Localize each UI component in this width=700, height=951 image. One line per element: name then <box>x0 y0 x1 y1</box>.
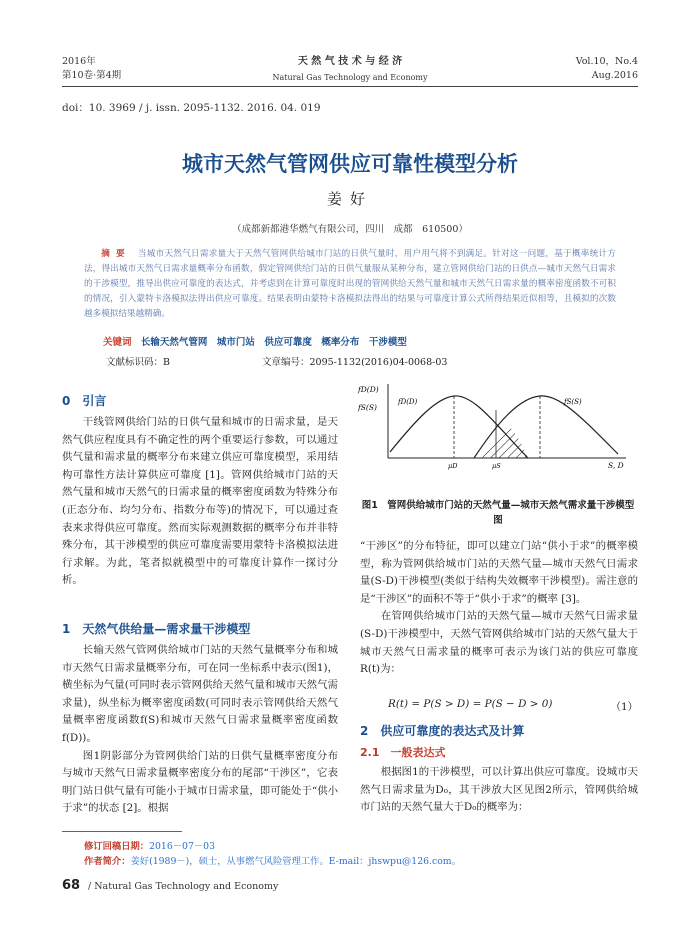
header-year: 2016年 <box>62 56 96 67</box>
revision-date: 2016－07－03 <box>149 841 216 852</box>
curve-supply-label: fS(S) <box>564 398 582 406</box>
footer-journal: / Natural Gas Technology and Economy <box>88 881 279 892</box>
revision-label: 修订回稿日期： <box>84 841 150 852</box>
header-vol-no: Vol.10，No.4 <box>575 56 638 67</box>
header-date: Aug.2016 <box>591 70 638 81</box>
section-2-heading: 2 供应可靠度的表达式及计算 <box>360 724 525 738</box>
section-0-text <box>62 414 338 590</box>
curve-demand-label: fD(D) <box>398 398 418 406</box>
col2-paragraph-1: “干涉区”的分布特征，即可以建立门站“供小于求”的概率模型，称为管网供给城市门站的天然气量—城市天然气日需求量(S-D)干涉模型(类似于结构失效概率干涉模型)。需注意的是“干涉区”的面积不等于“供小于求”的概率 [3]。 <box>360 540 638 605</box>
interference-region <box>482 426 528 458</box>
footnote-rule <box>62 831 182 832</box>
page-number: 68 <box>62 878 81 893</box>
figure-1-caption: 图1 管网供给城市门站的天然气量—城市天然气需求量干涉模型图 <box>361 500 635 526</box>
article-number: 文章编号：2095-1132(2016)04-0068-03 <box>262 357 448 368</box>
tick-mu-s: μS <box>492 462 501 470</box>
section-0-heading: 0 引言 <box>62 394 107 408</box>
section-1-text <box>62 642 338 818</box>
header-volume: 第10卷·第4期 <box>62 70 122 81</box>
abstract-text: 当城市天然气日需求量大于天然气管网供给城市门站的日供气量时，用户用气将不到满足。针对这一问题，基于概率统计方法，得出城市天然气日需求量概率分布函数，假定管网供给门站的日供气量服从某种分布，建立管网供给门站的日供点—城市天然气日需求的干涉模型，推导出供应可靠度的表达式，并考虑到在计算可靠度时出现的管网供给天然气量和城市天然气日需求量的概率密度函数不可积的情况，引入蒙特卡洛模拟法得出供应可靠度。结果表明由蒙特卡洛模拟法得出的结果与可靠度计算公式所得结果近似相等，且模拟的次数越多模拟结果越精确。 <box>84 249 616 319</box>
abstract-label: 摘要 <box>101 249 131 259</box>
section-2-1-heading: 2.1 一般表达式 <box>360 746 446 759</box>
footnote-revision <box>84 838 215 852</box>
figure-1-interference-chart <box>356 380 638 492</box>
affiliation: （成都新都港华燃气有限公司，四川 成都 610500） <box>232 224 468 235</box>
doi: doi：10. 3969 / j. issn. 2095-1132. 2016. 04. 019 <box>62 102 321 114</box>
section-1-heading: 1 天然气供给量—需求量干涉模型 <box>62 622 251 636</box>
y-label-supply: fS(S) <box>358 403 377 412</box>
section-0-paragraph: 干线管网供给门站的日供气量和城市的日需求量，是天然气供应程度具有不确定性的两个重要运行参数，可以通过供气量和需求量的概率分布来建立供应可靠度模型，采用结构可靠性方法计算供应可靠度 [1]。管网供给城市门站的天然气量和城市天然气的日需求量的概率密度函数为特殊分布(正态分布、均匀分布、指数分布等)的情况下，可以通过查表来求得供应可靠度。然而实际观测数据的概率分布并非特殊分布，其干涉模型的供应可靠度需要用蒙特卡洛模拟法进行求解。为此，笔者拟就模型中的可靠度计算作一探讨分析。 <box>62 416 338 587</box>
header-journal-en: Natural Gas Technology and Economy <box>272 73 428 82</box>
header-rule <box>62 86 638 87</box>
author-bio-label: 作者简介： <box>84 856 131 867</box>
keywords <box>84 334 616 348</box>
abstract <box>84 247 616 322</box>
author: 姜好 <box>326 190 373 208</box>
col2-paragraph-2: 在管网供给城市门站的天然气量—城市天然气日需求量(S-D)干涉模型中，天然气管网供给城市门站的天然气量大于城市天然气日需求量的概率可表示为该门站的供应可靠度R(t)为： <box>360 610 638 676</box>
y-label-demand: fD(D) <box>358 385 379 394</box>
section-2-1-paragraph: 根据图1的干涉模型，可以计算出供应可靠度。设城市天然气日需求量为D₀，其干涉放大区见图2所示，管网供给城市门站的天然气量大于D₀的概率为： <box>360 766 638 814</box>
section-1-paragraph-1: 长输天然气管网供给城市门站的天然气量概率分布和城市天然气日需求量概率分布，可在同一坐标系中表示(图1)，横坐标为气量(可同时表示管网供给天然气量和城市天然气需求量)，纵坐标为概率密度函数(可同时表示管网供给天然气量概率密度函数f(S)和城市天然气日需求量概率密度函数f(D))。 <box>62 644 338 744</box>
keywords-label: 关键词 <box>103 337 132 348</box>
footnote-author <box>84 853 461 867</box>
section-1-paragraph-2: 图1阴影部分为管网供给门站的日供气量概率密度分布与城市天然气日需求量概率密度分布的尾部“干涉区”，它表明门站日供气量有可能小于城市日需求量，即可能处于“供小于求”的状态 [2]。根据 <box>62 749 338 815</box>
doc-code: 文献标识码：B <box>106 357 170 368</box>
x-axis-label: S, D <box>608 461 624 470</box>
equation-1: R(t) = P(S > D) = P(S − D > 0) <box>388 698 553 710</box>
author-bio-text: 姜好(1989－)，硕士，从事燃气风险管理工作。E-mail：jhswpu@126.com。 <box>130 856 461 867</box>
page-title: 城市天然气管网供应可靠性模型分析 <box>182 152 518 176</box>
keywords-text: 长输天然气管网 城市门站 供应可靠度 概率分布 干涉模型 <box>140 337 407 348</box>
header-journal-cn: 天 然 气 技 术 与 经 济 <box>297 56 403 67</box>
tick-mu-d: μD <box>448 462 458 470</box>
right-column-text <box>360 538 638 679</box>
section-2-1-text <box>360 764 638 817</box>
equation-1-number: （1） <box>610 701 638 713</box>
